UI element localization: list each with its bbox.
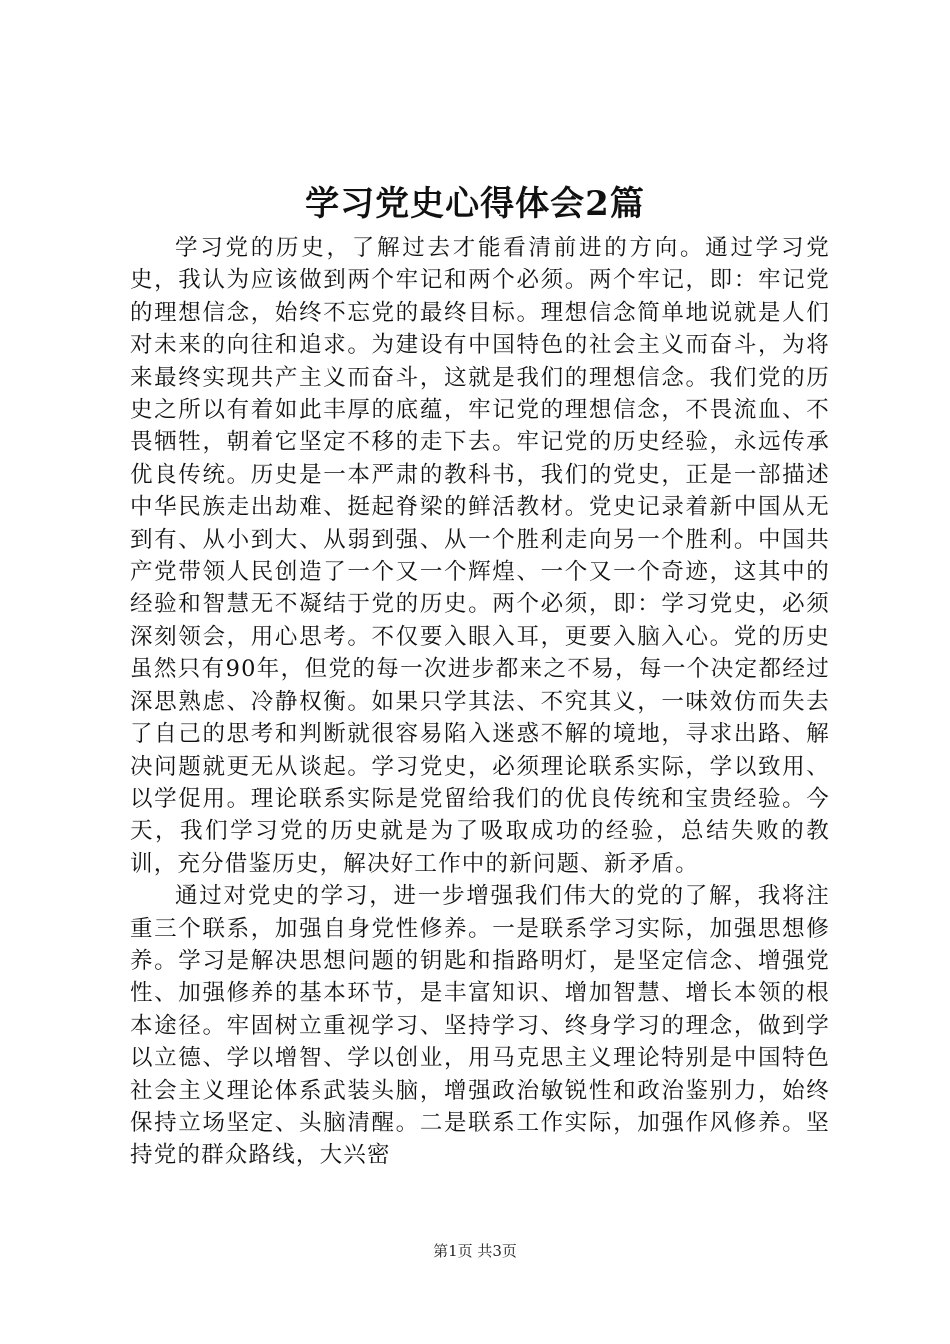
paragraph: 学习党的历史，了解过去才能看清前进的方向。通过学习党史，我认为应该做到两个牢记和两个必须。两个牢记，即：牢记党的理想信念，始终不忘党的最终目标。理想信念简单地说就是人们对未来的向往和追求。为建设有中国特色的社会主义而奋斗，为将来最终实现共产主义而奋斗，这就是我们的理想信念。我们党的历史之所以有着如此丰厚的底蕴，牢记党的理想信念，不畏流血、不畏牺牲，朝着它坚定不移的走下去。牢记党的历史经验，永远传承优良传统。历史是一本严肃的教科书，我们的党史，正是一部描述中华民族走出劫难、挺起脊梁的鲜活教材。党史记录着新中国从无到有、从小到大、从弱到强、从一个胜利走向另一个胜利。中国共产党带领人民创造了一个又一个辉煌、一个又一个奇迹，这其中的经验和智慧无不凝结于党的历史。两个必须，即：学习党史，必须深刻领会，用心思考。不仅要入眼入耳，更要入脑入心。党的历史虽然只有90年，但党的每一次进步都来之不易，每一个决定都经过深思熟虑、冷静权衡。如果只学其法、不究其义，一味效仿而失去了自己的思考和判断就很容易陷入迷惑不解的境地，寻求出路、解决问题就更无从谈起。学习党史，必须理论联系实际，学以致用、以学促用。理论联系实际是党留给我们的优良传统和宝贵经验。今天，我们学习党的历史就是为了吸取成功的经验，总结失败的教训，充分借鉴历史，解决好工作中的新问题、新矛盾。 [130, 235, 830, 877]
page-footer: 第1页 共3页 [433, 1242, 517, 1260]
document-body [130, 232, 830, 1172]
document-title: 学习党史心得体会2篇 [305, 184, 645, 224]
paragraph: 通过对党史的学习，进一步增强我们伟大的党的了解，我将注重三个联系，加强自身党性修养。一是联系学习实际，加强思想修养。学习是解决思想问题的钥匙和指路明灯，是坚定信念、增强党性、加强修养的基本环节，是丰富知识、增加智慧、增长本领的根本途径。牢固树立重视学习、坚持学习、终身学习的理念，做到学以立德、学以增智、学以创业，用马克思主义理论特别是中国特色社会主义理论体系武装头脑，增强政治敏锐性和政治鉴别力，始终保持立场坚定、头脑清醒。二是联系工作实际，加强作风修养。坚持党的群众路线，大兴密 [130, 883, 830, 1169]
